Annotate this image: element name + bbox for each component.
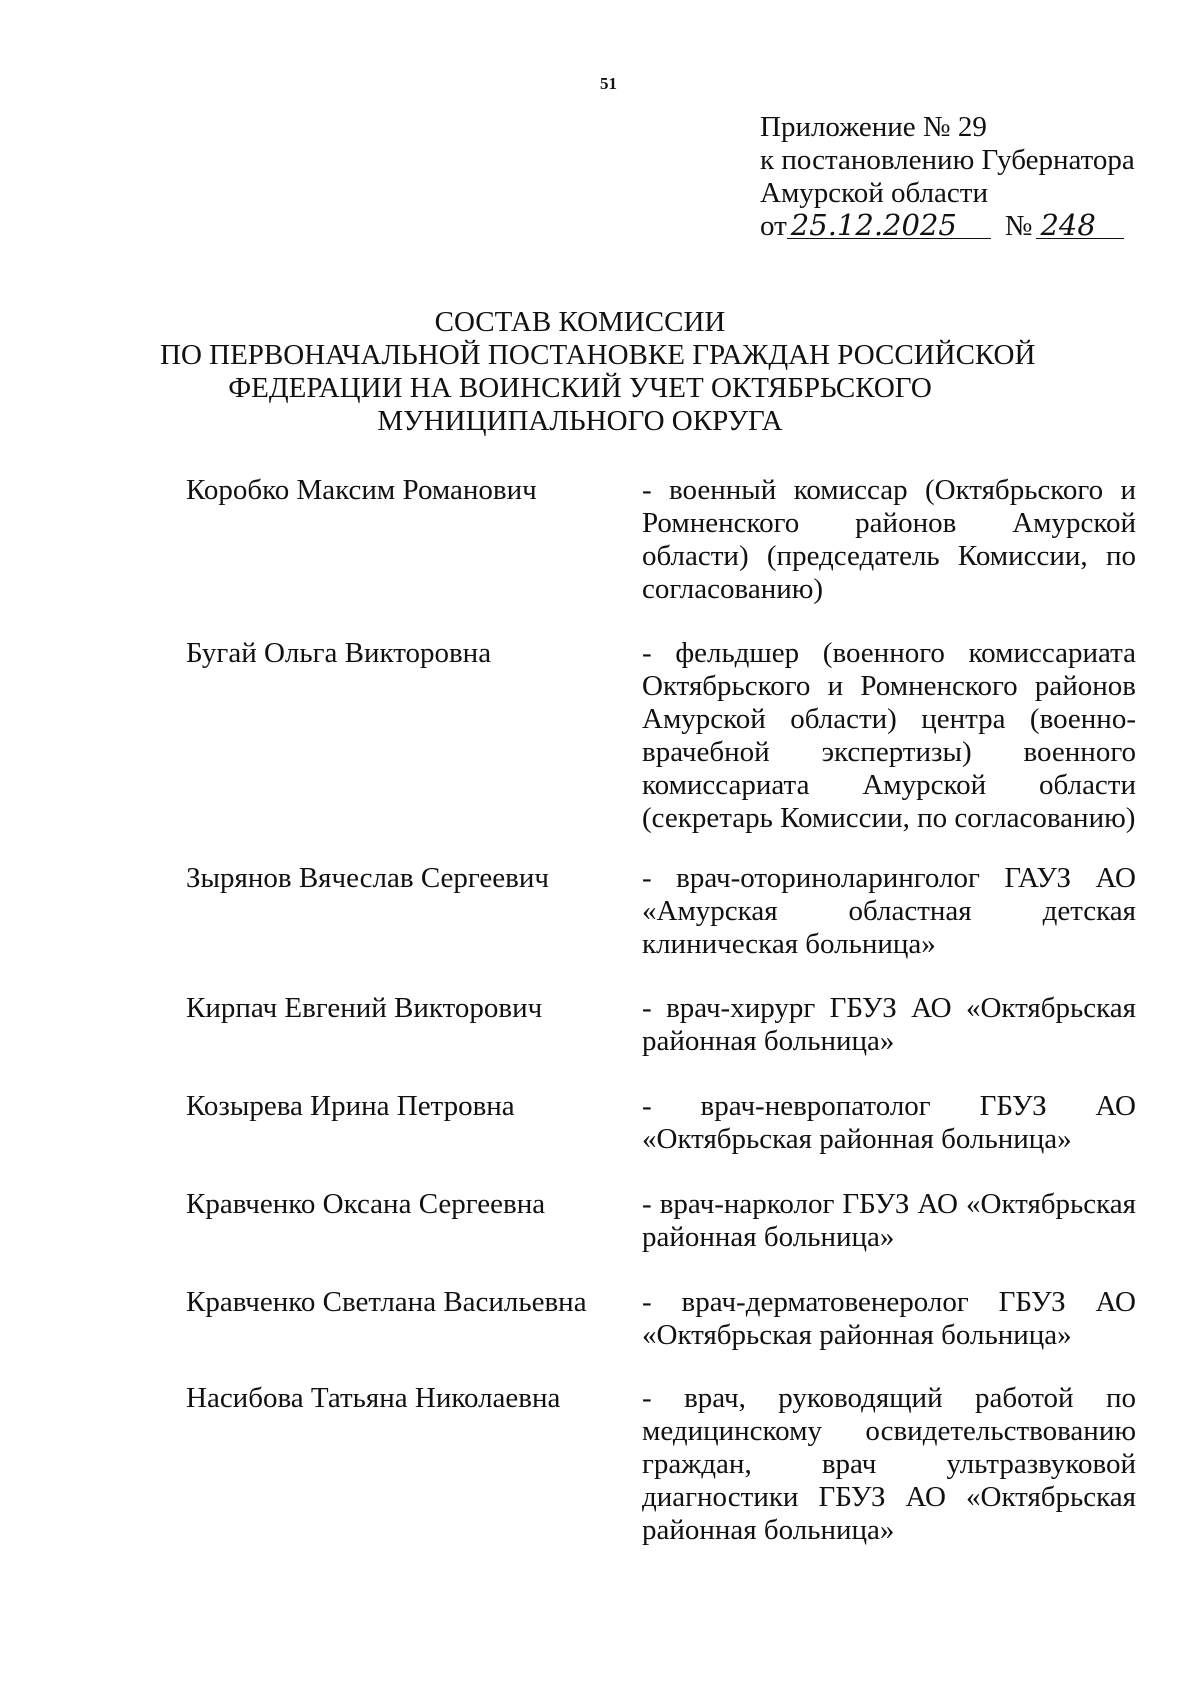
handwritten-date: 25.12.2025 xyxy=(787,212,991,239)
appendix-title: Приложение № 29 xyxy=(760,111,987,143)
member-name: Кравченко Оксана Сергеевна xyxy=(186,1188,546,1220)
member-name: Козырева Ирина Петровна xyxy=(186,1090,515,1122)
member-role: - фельдшер (военного комиссариата Октябрьского и Ромненского районов Амурской области) центра (военно-врачебной экспертизы) военного комиссариата Амурской области (секретарь Комиссии, по согласованию) xyxy=(642,637,1136,834)
member-name: Коробко Максим Романович xyxy=(186,474,537,506)
title-line: ФЕДЕРАЦИИ НА ВОИНСКИЙ УЧЕТ ОКТЯБРЬСКОГО xyxy=(228,372,932,404)
appendix-reference: к постановлению Губернатора xyxy=(760,144,1135,176)
appendix-block xyxy=(760,111,1135,243)
member-name: Кравченко Светлана Васильевна xyxy=(186,1286,587,1318)
title-line: ПО ПЕРВОНАЧАЛЬНОЙ ПОСТАНОВКЕ ГРАЖДАН РОССИЙСКОЙ xyxy=(160,339,1036,371)
member-name: Насибова Татьяна Николаевна xyxy=(186,1382,561,1414)
appendix-date-line xyxy=(760,210,1135,243)
member-role: - врач-невропатолог ГБУЗ АО «Октябрьская районная больница» xyxy=(642,1090,1136,1155)
handwritten-number: 248 xyxy=(1036,212,1124,239)
document-title xyxy=(160,306,1036,438)
member-name: Бугай Ольга Викторовна xyxy=(186,637,492,669)
member-role: - врач-оториноларинголог ГАУЗ АО «Амурская областная детская клиническая больница» xyxy=(642,862,1136,960)
member-role: - врач-дерматовенеролог ГБУЗ АО «Октябрьская районная больница» xyxy=(642,1286,1136,1351)
member-role: - врач, руководящий работой по медицинскому освидетельствованию граждан, врач ультразвуковой диагностики ГБУЗ АО «Октябрьская районная больница» xyxy=(642,1382,1136,1546)
number-prefix: № xyxy=(1004,210,1033,242)
title-line: МУНИЦИПАЛЬНОГО ОКРУГА xyxy=(377,405,783,437)
appendix-region: Амурской области xyxy=(760,177,988,209)
date-prefix: от xyxy=(760,210,787,242)
member-name: Зырянов Вячеслав Сергеевич xyxy=(186,862,549,894)
page-number: 51 xyxy=(600,74,617,93)
member-name: Кирпач Евгений Викторович xyxy=(186,992,543,1024)
member-role: - врач-хирург ГБУЗ АО «Октябрьская районная больница» xyxy=(642,992,1136,1057)
title-line: СОСТАВ КОМИССИИ xyxy=(434,306,726,338)
member-role: - врач-нарколог ГБУЗ АО «Октябрьская районная больница» xyxy=(642,1188,1136,1253)
member-role: - военный комиссар (Октябрьского и Ромненского районов Амурской области) (председатель Комиссии, по согласованию) xyxy=(642,474,1136,605)
